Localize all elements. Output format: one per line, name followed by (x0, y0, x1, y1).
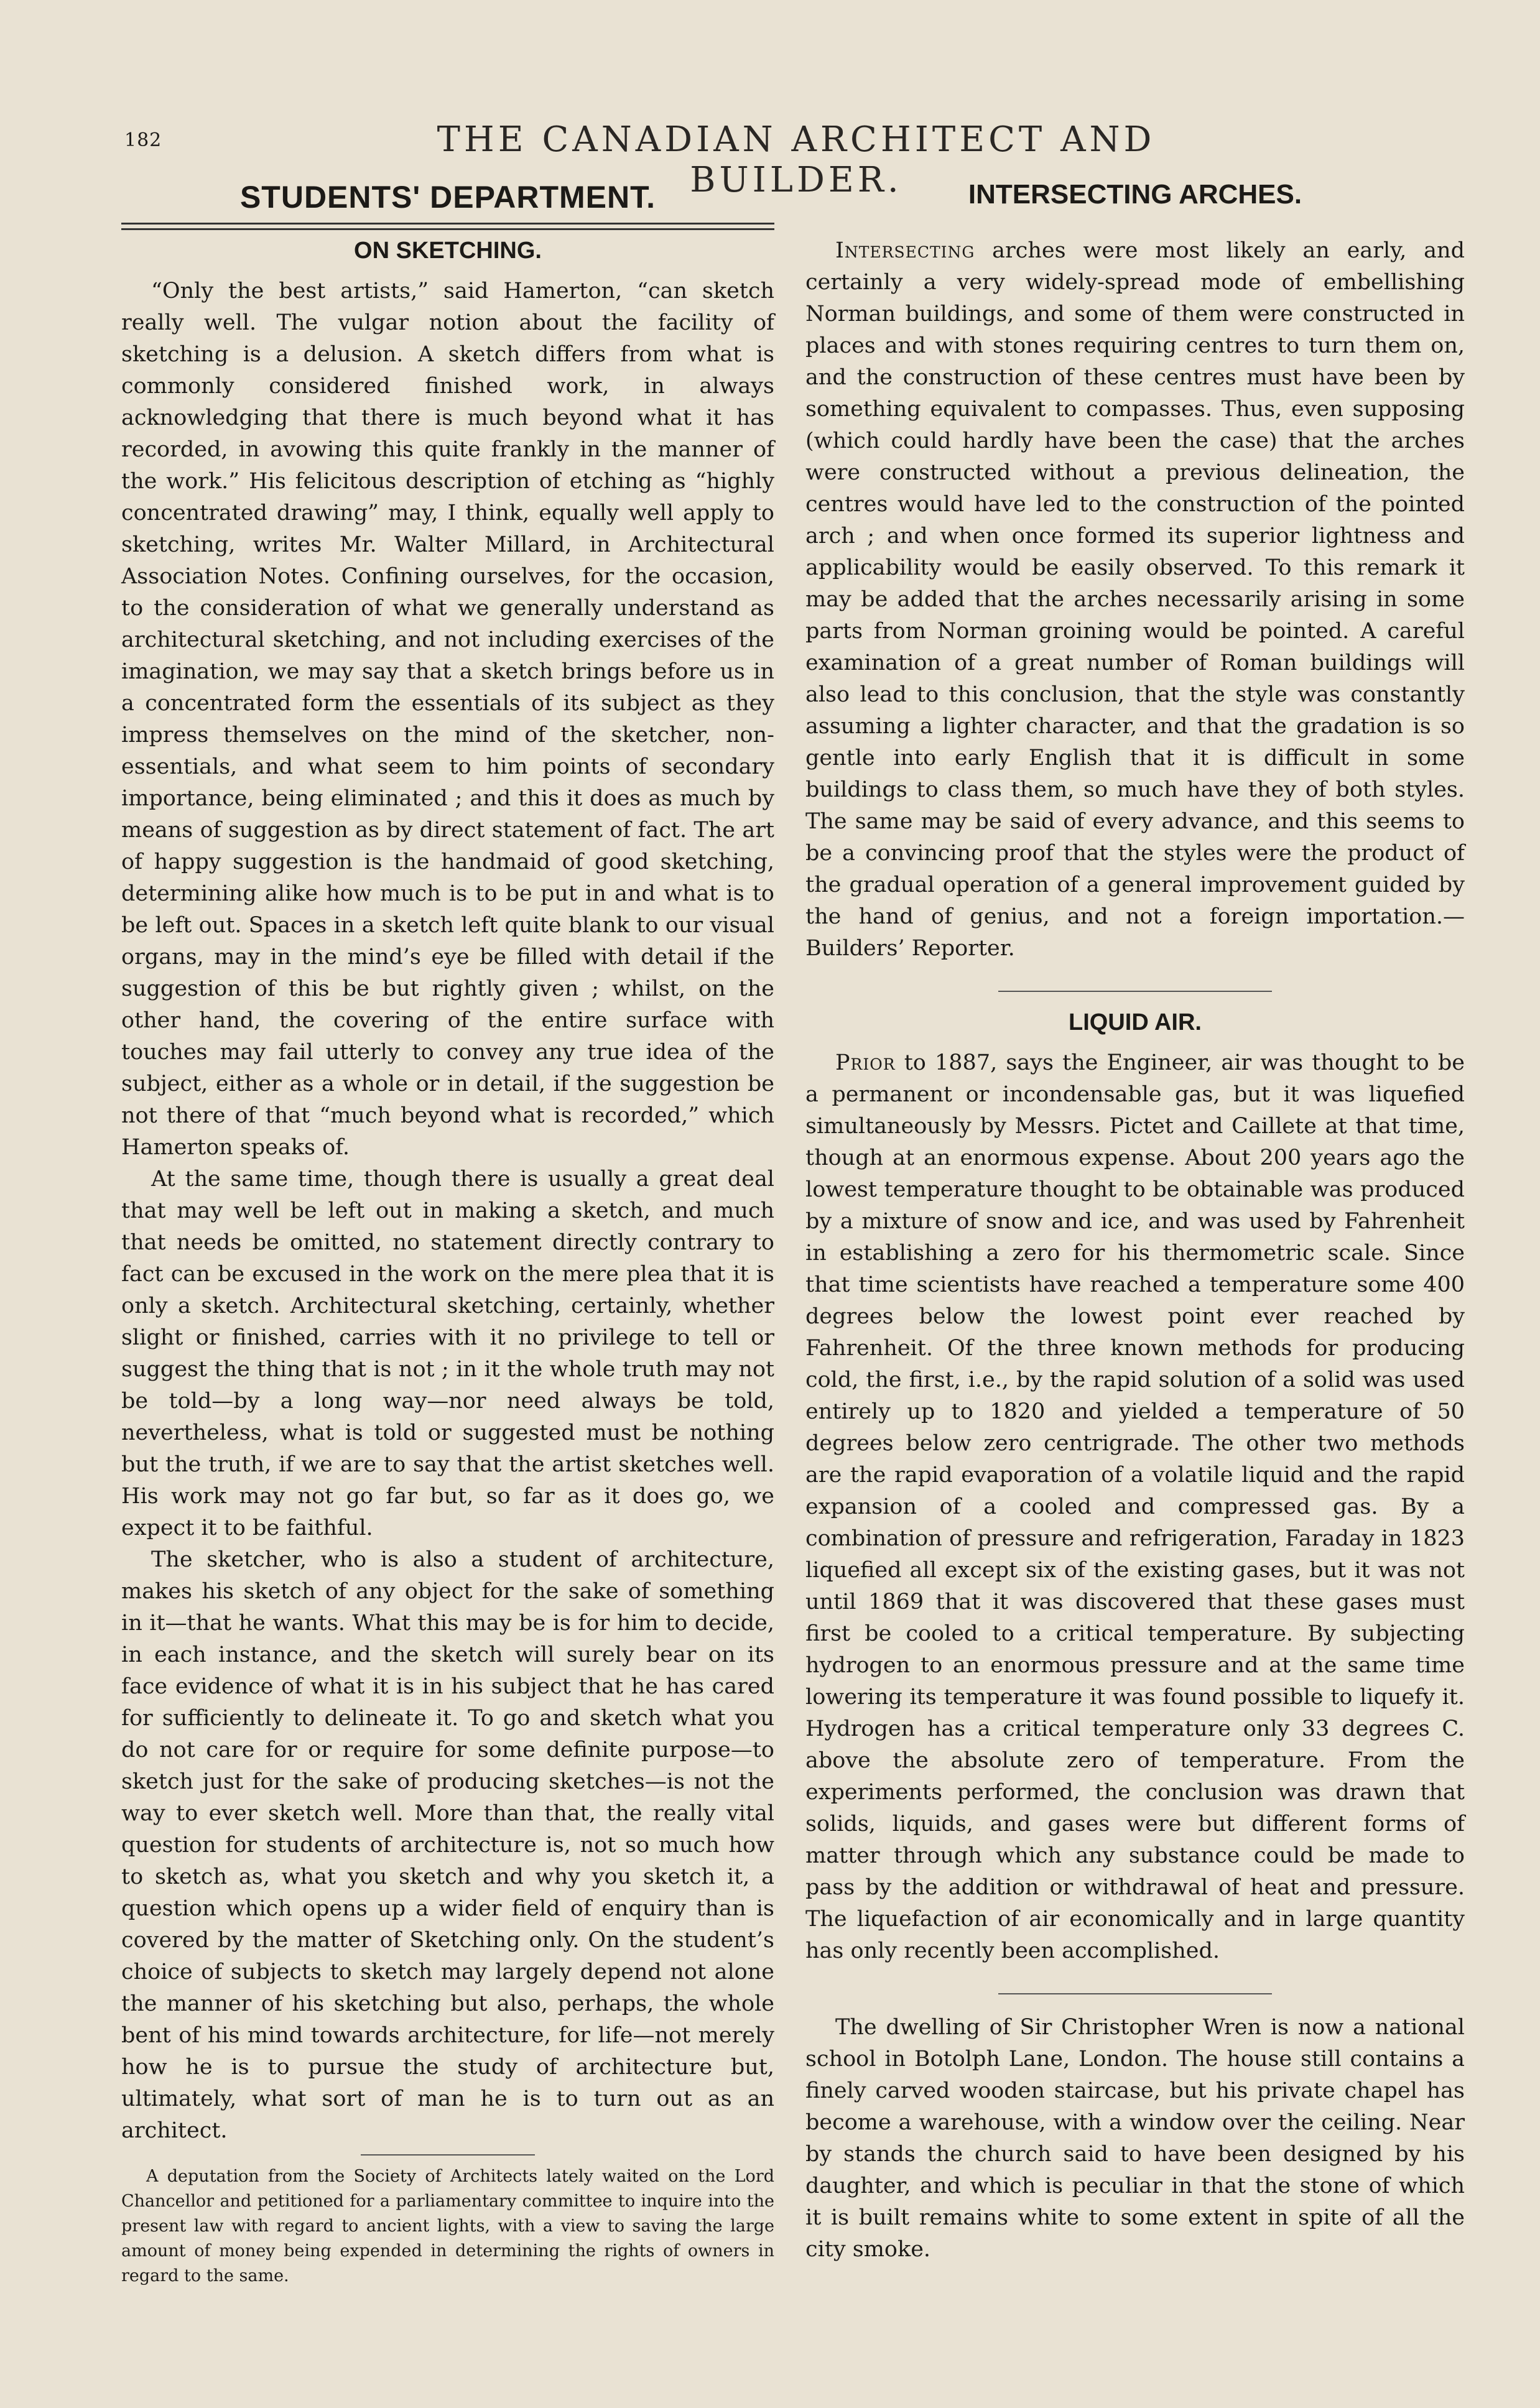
article-title-arches: INTERSECTING ARCHES. (968, 179, 1302, 210)
article-title-liquid-air: LIQUID AIR. (1069, 1009, 1202, 1035)
running-head: THE CANADIAN ARCHITECT AND BUILDER. (437, 119, 1156, 200)
sketching-paragraph-2: At the same time, though there is usually a great deal that may well be left out in making a sketch, and much that needs be omitted, no statement directly contrary to fact can be excused in the work on the mere plea that it is only a sketch. Architectural sketching, certainly, whether slight or finished, carries with it no privilege to tell or suggest the thing that is not ; in it the whole truth may not be told—by a long way—nor need always be told, nevertheless, what is told or suggested must be nothing but the truth, if we are to say that the artist sketches well. His work may not go far but, so far as it does go, we expect it to be faithful. (121, 1167, 774, 1540)
arches-text: arches were most likely an early, and certainly a very widely-spread mode of embellishing Norman buildings, and some of them were constructed in places and with stones requiring centres to turn them on, and the construction of these centres must have been by something equivalent to compasses. Thus, even supposing (which could hardly have been the case) that the arches were constructed without a previous delineation, the centres would have led to the construction of the pointed arch ; and when once formed its superior lightness and applicability would be easily observed. To this remark it may be added that the arches necessarily arising in some parts from Norman groining would be pointed. A careful examination of a great number of Roman buildings will also lead to this conclusion, that the style was constantly assuming a lighter character, and that the gradation is so gentle into early English that it is difficult in some buildings to class them, so much have they of both styles. The same may be said of every advance, and this seems to be a convincing proof that the styles were the product of the gradual operation of a general improvement guided by the hand of genius, and not a foreign importation.—Builders’ Reporter. (805, 238, 1465, 961)
right-column (805, 173, 1465, 2266)
department-title: STUDENTS' DEPARTMENT. (239, 180, 656, 215)
section-rule-2 (998, 1993, 1272, 1994)
page-number: 182 (124, 129, 162, 151)
sketching-paragraph-3: The sketcher, who is also a student of architecture, makes his sketch of any object for the sake of something in it—that he wants. What this may be is for him to decide, in each instance, and the sketch will surely bear on its face evidence of what it is in his subject that he has cared for sufficiently to delineate it. To go and sketch what you do not care for or require for some definite purpose—to sketch just for the sake of producing sketches—is not the way to ever sketch well. More than that, the really vital question for students of architecture is, not so much how to sketch as, what you sketch and why you sketch it, a question which opens up a wider field of enquiry than is covered by the matter of Sketching only. On the student’s choice of subjects to sketch may largely depend not alone the manner of his sketching but also, perhaps, the whole bent of his mind towards architecture, for life—not merely how he is to pursue the study of architecture but, ultimately, what sort of man he is to turn out as an architect. (121, 1547, 774, 2143)
left-column (121, 173, 774, 2289)
sketching-paragraph-1: “Only the best artists,” said Hamerton, “can sketch really well. The vulgar notion about the facility of sketching is a delusion. A sketch differs from what is commonly considered finished work, in always acknowledging that there is much beyond what it has recorded, in avowing this quite frankly in the manner of the work.” His felicitous description of etching as “highly concentrated drawing” may, I think, equally well apply to sketching, writes Mr. Walter Millard, in Architectural Association Notes. Confining ourselves, for the occasion, to the consideration of what we generally understand as architectural sketching, and not including exercises of the imagination, we may say that a sketch brings before us in a concentrated form the essentials of its subject as they impress themselves on the mind of the sketcher, non-essentials, and what seem to him points of secondary importance, being eliminated ; and this it does as much by means of suggestion as by direct statement of fact. The art of happy suggestion is the handmaid of good sketching, determining alike how much is to be put in and what is to be left out. Spaces in a sketch left quite blank to our visual organs, may in the mind’s eye be filled with detail if the suggestion of this be but rightly given ; whilst, on the other hand, the covering of the entire surface with touches may fail utterly to convey any true idea of the subject, either as a whole or in detail, if the suggestion be not there of that “much beyond what is recorded,” which Hamerton speaks of. (121, 279, 774, 1160)
section-rule-1 (998, 991, 1272, 992)
liquid-air-paragraph (805, 1047, 1465, 1967)
arches-lead-word: Intersecting (835, 238, 975, 263)
footnote-ancient-lights: A deputation from the Society of Architects lately waited on the Lord Chancellor and petitioned for a parliamentary committee to inquire into the present law with regard to ancient lights, with a view to saving the large amount of money being expended in determining the rights of owners in regard to the same. (121, 2167, 774, 2285)
footnote-rule (361, 2154, 535, 2156)
wren-paragraph: The dwelling of Sir Christopher Wren is now a national school in Botolph Lane, London. The house still contains a finely carved wooden staircase, but his private chapel has become a warehouse, with a window over the ceiling. Near by stands the church said to have been designed by his daughter, and which is peculiar in that the stone of which it is built remains white to some extent in spite of all the city smoke. (805, 2015, 1465, 2262)
double-rule (121, 223, 774, 230)
liquid-air-text: to 1887, says the Engineer, air was thought to be a permanent or incondensable gas, but it was liquefied simultaneously by Messrs. Pictet and Caillete at that time, though at an enormous expense. About 200 years ago the lowest temperature thought to be obtainable was produced by a mixture of snow and ice, and was used by Fahrenheit in establishing a zero for his thermometric scale. Since that time scientists have reached a temperature some 400 degrees below the lowest point ever reached by Fahrenheit. Of the three known methods for producing cold, the first, i.e., by the rapid solution of a solid was used entirely up to 1820 and yielded a temperature of 50 degrees below zero centrigrade. The other two methods are the rapid evaporation of a volatile liquid and the rapid expansion of a cooled and compressed gas. By a combination of pressure and refrigeration, Faraday in 1823 liquefied all except six of the existing gases, but it was not until 1869 that it was discovered that these gases must first be cooled to a critical temperature. By subjecting hydrogen to an enormous pressure and at the same time lowering its temperature it was found possible to liquefy it. Hydrogen has a critical temperature only 33 degrees C. above the absolute zero of temperature. From the experiments performed, the conclusion was drawn that solids, liquids, and gases were but different forms of matter through which any substance could be made to pass by the addition or withdrawal of heat and pressure. The liquefaction of air economically and in large quantity has only recently been accomplished. (805, 1050, 1465, 1963)
arches-paragraph (805, 235, 1465, 965)
liquid-air-lead-word: Prior (835, 1050, 896, 1075)
article-title-sketching: ON SKETCHING. (354, 238, 542, 264)
